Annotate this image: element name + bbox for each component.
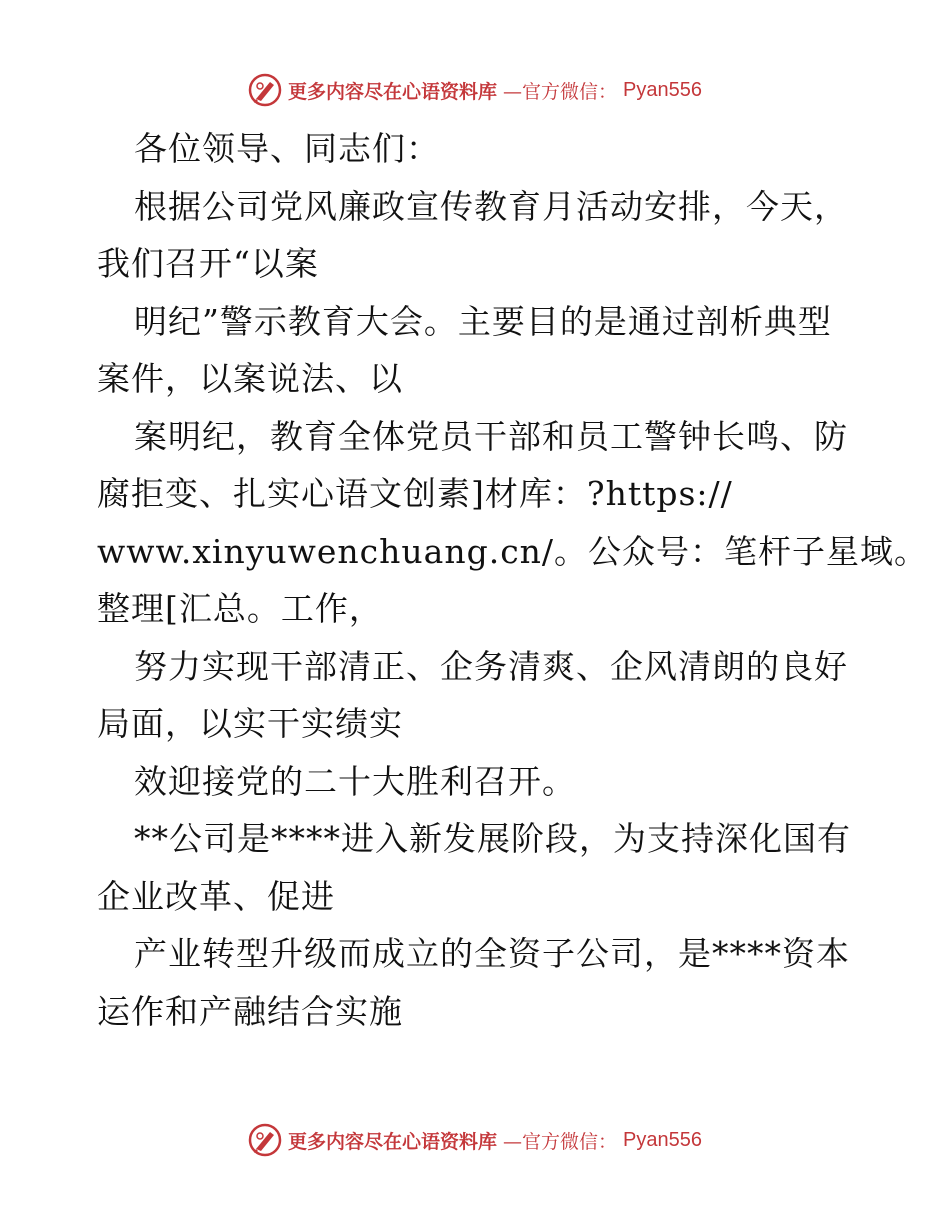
document-line: 企业改革、促进 <box>97 876 335 916</box>
footer-official-label: —官方微信： <box>503 1130 618 1153</box>
header-brand-text: 更多内容尽在心语资料库 <box>288 80 498 103</box>
document-line: 效迎接党的二十大胜利召开。 <box>134 761 576 801</box>
footer-banner <box>0 1120 950 1160</box>
document-line: 运作和产融结合实施 <box>97 991 403 1031</box>
document-body <box>97 120 929 1040</box>
document-line: 各位领导、同志们： <box>134 129 440 168</box>
document-line: 腐拒变、扎实心语文创素]材库：?https:// <box>97 474 733 513</box>
document-line: 根据公司党风廉政宣传教育月活动安排，今天， <box>134 186 848 226</box>
header-banner <box>0 70 950 110</box>
document-line: 明纪”警示教育大会。主要目的是通过剖析典型 <box>134 301 832 341</box>
footer-brand-text: 更多内容尽在心语资料库 <box>288 1130 498 1153</box>
document-line: www.xinyuwenchuang.cn/。公众号：笔杆子星域。 <box>97 531 929 571</box>
quill-pen-logo-icon <box>248 1123 282 1157</box>
header-wechat-handle: Pyan556 <box>623 78 702 101</box>
document-line: 我们召开“以案 <box>97 244 319 283</box>
document-line: 努力实现干部清正、企务清爽、企风清朗的良好 <box>134 646 848 686</box>
document-line: 产业转型升级而成立的全资子公司，是****资本 <box>134 934 850 973</box>
document-line: 整理[汇总。工作， <box>97 589 383 628</box>
document-line: **公司是****进入新发展阶段，为支持深化国有 <box>134 819 851 858</box>
document-line: 局面，以实干实绩实 <box>97 704 403 743</box>
document-line: 案明纪，教育全体党员干部和员工警钟长鸣、防 <box>134 416 848 456</box>
document-line: 案件，以案说法、以 <box>97 359 403 398</box>
footer-wechat-handle: Pyan556 <box>623 1128 702 1151</box>
quill-pen-logo-icon <box>248 73 282 107</box>
header-official-label: —官方微信： <box>503 80 618 103</box>
